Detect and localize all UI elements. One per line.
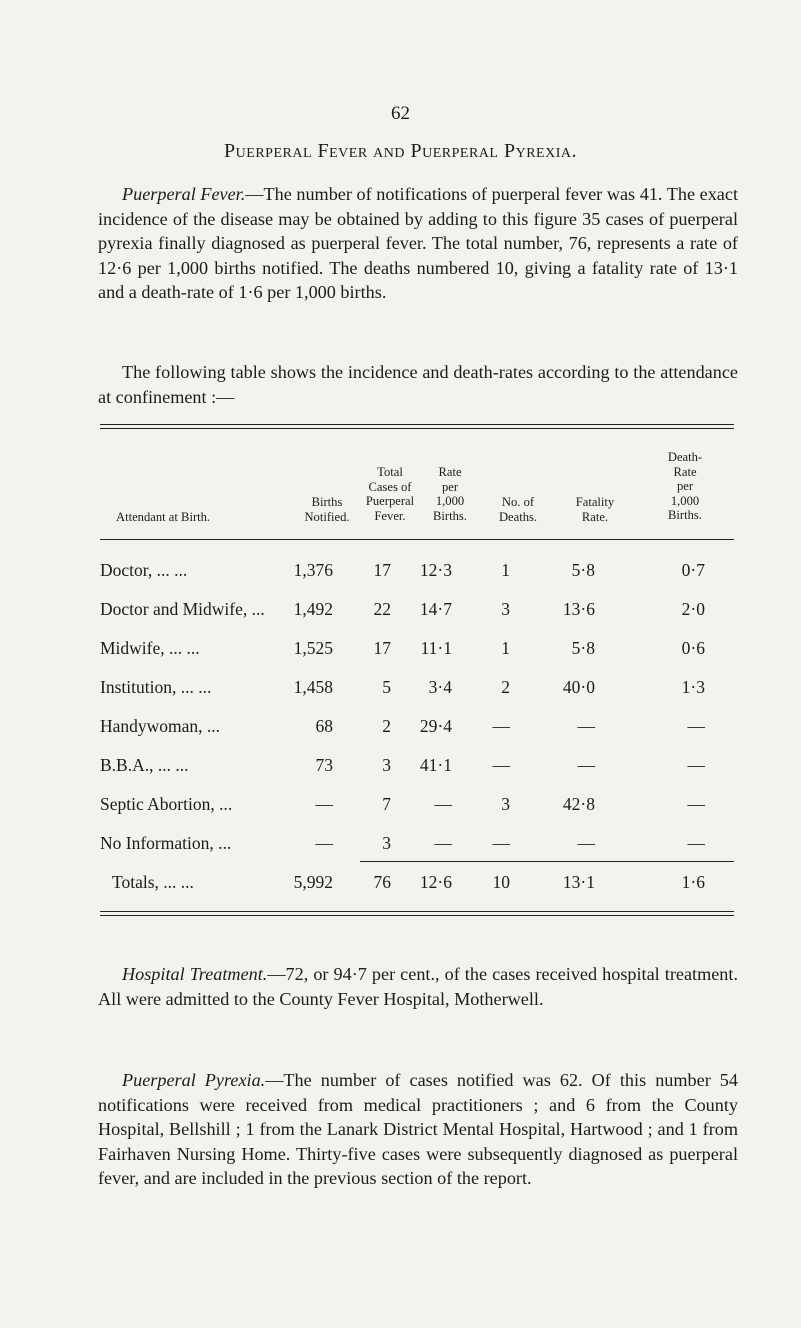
table-row [100, 638, 734, 668]
row-cases: 3 [382, 833, 391, 853]
totals-births: 5,992 [293, 872, 333, 892]
row-rate: 29·4 [419, 716, 452, 736]
table-row [100, 716, 734, 746]
table-row [100, 560, 734, 590]
totals-death-rate: 1·6 [681, 872, 705, 892]
row-fatality: 40·0 [562, 677, 595, 697]
header-fatality: Fatality Rate. [575, 495, 615, 524]
row-cases: 2 [382, 716, 391, 736]
row-births: 1,458 [293, 677, 333, 697]
row-rate: 41·1 [419, 755, 452, 775]
row-attendant: B.B.A., ... ... [100, 755, 189, 775]
row-fatality: — [577, 755, 595, 775]
header-deaths: No. of Deaths. [498, 495, 538, 524]
row-fatality: 5·8 [571, 560, 595, 580]
table-row [100, 599, 734, 629]
paragraph-text: —The number of cases notified was 62. Of this number 54 notifications were received from medical practitioners ; and 6 from the County Hospital, Bellshill ; 1 from the Lanark District Mental Hospital, Hartwood ; and 1 from Fairhaven Nursing Home. Thirty-five cases were subsequently diagnosed as puerperal fever, and are included in the previous section of the report. [98, 1070, 738, 1189]
row-deaths: — [492, 716, 510, 736]
header-attendant: Attendant at Birth. [116, 510, 211, 524]
header-death-rate: Death- Rate per 1,000 Births. [667, 450, 703, 523]
row-fatality: 13·6 [562, 599, 595, 619]
table-row [100, 677, 734, 707]
row-death-rate: — [687, 755, 705, 775]
row-death-rate: 1·3 [681, 677, 705, 697]
paragraph-text: —72, or 94·7 per cent., of the cases received hospital treatment. All were admitted to the County Fever Hospital, Motherwell. [98, 964, 738, 1009]
paragraph-lead: Hospital Treatment. [122, 964, 268, 984]
row-births: 1,376 [293, 560, 333, 580]
section-title: Puerperal Fever and Puerperal Pyrexia. [224, 140, 577, 162]
row-death-rate: — [687, 716, 705, 736]
totals-cases: 76 [373, 872, 391, 892]
row-attendant: Doctor, ... ... [100, 560, 188, 580]
row-attendant: Midwife, ... ... [100, 638, 200, 658]
row-death-rate: 2·0 [681, 599, 705, 619]
puerperal-fever-paragraph [98, 182, 738, 305]
row-rate: 14·7 [419, 599, 452, 619]
totals-deaths: 10 [492, 872, 510, 892]
header-births: Births Notified. [304, 495, 350, 524]
row-attendant: Doctor and Midwife, ... [100, 599, 265, 619]
row-cases: 17 [373, 560, 391, 580]
paragraph-lead: Puerperal Pyrexia. [122, 1070, 266, 1090]
row-death-rate: 0·7 [681, 560, 705, 580]
row-deaths: 3 [501, 599, 510, 619]
row-cases: 5 [382, 677, 391, 697]
paragraph-text: —The number of notifications of puerperal fever was 41. The exact incidence of the disease may be obtained by adding to this figure 35 cases of puerperal pyrexia finally diagnosed as puerperal fever. The total number, 76, represents a rate of 12·6 per 1,000 births notified. The deaths numbered 10, giving a fatality rate of 13·1 and a death-rate of 1·6 per 1,000 births. [98, 184, 738, 303]
row-rate: — [434, 833, 452, 853]
header-rule [100, 539, 734, 540]
row-deaths: — [492, 833, 510, 853]
row-attendant: Handywoman, ... [100, 716, 221, 736]
row-death-rate: — [687, 833, 705, 853]
row-births: — [315, 794, 333, 814]
row-deaths: 1 [501, 638, 510, 658]
row-fatality: — [577, 833, 595, 853]
row-births: 73 [315, 755, 333, 775]
row-fatality: 42·8 [562, 794, 595, 814]
table-top-rule [100, 424, 734, 429]
totals-row [100, 872, 734, 902]
row-rate: 3·4 [428, 677, 452, 697]
totals-fatality: 13·1 [562, 872, 595, 892]
row-deaths: — [492, 755, 510, 775]
table-row [100, 833, 734, 863]
row-deaths: 2 [501, 677, 510, 697]
puerperal-pyrexia-paragraph [98, 1068, 738, 1191]
row-births: — [315, 833, 333, 853]
row-attendant: Institution, ... ... [100, 677, 212, 697]
header-rate: Rate per 1,000 Births. [433, 465, 467, 523]
row-births: 1,525 [293, 638, 333, 658]
row-births: 68 [315, 716, 333, 736]
row-cases: 3 [382, 755, 391, 775]
row-rate: 12·3 [419, 560, 452, 580]
row-cases: 17 [373, 638, 391, 658]
table-intro-paragraph: The following table shows the incidence and death-rates according to the attendance at confinement :— [98, 362, 738, 407]
header-cases: Total Cases of Puerperal Fever. [365, 465, 415, 523]
totals-label: Totals, ... ... [112, 872, 194, 892]
row-births: 1,492 [293, 599, 333, 619]
table-row [100, 755, 734, 785]
totals-rate: 12·6 [419, 872, 452, 892]
row-death-rate: 0·6 [681, 638, 705, 658]
row-deaths: 3 [501, 794, 510, 814]
row-rate: — [434, 794, 452, 814]
hospital-treatment-paragraph [98, 962, 738, 1011]
table-row [100, 794, 734, 824]
row-rate: 11·1 [420, 638, 452, 658]
row-deaths: 1 [501, 560, 510, 580]
row-death-rate: — [687, 794, 705, 814]
paragraph-lead: Puerperal Fever. [122, 184, 246, 204]
row-attendant: Septic Abortion, ... [100, 794, 233, 814]
row-cases: 7 [382, 794, 391, 814]
table-bottom-rule [100, 911, 734, 916]
row-fatality: — [577, 716, 595, 736]
page-number: 62 [391, 103, 410, 124]
row-attendant: No Information, ... [100, 833, 232, 853]
row-fatality: 5·8 [571, 638, 595, 658]
row-cases: 22 [373, 599, 391, 619]
